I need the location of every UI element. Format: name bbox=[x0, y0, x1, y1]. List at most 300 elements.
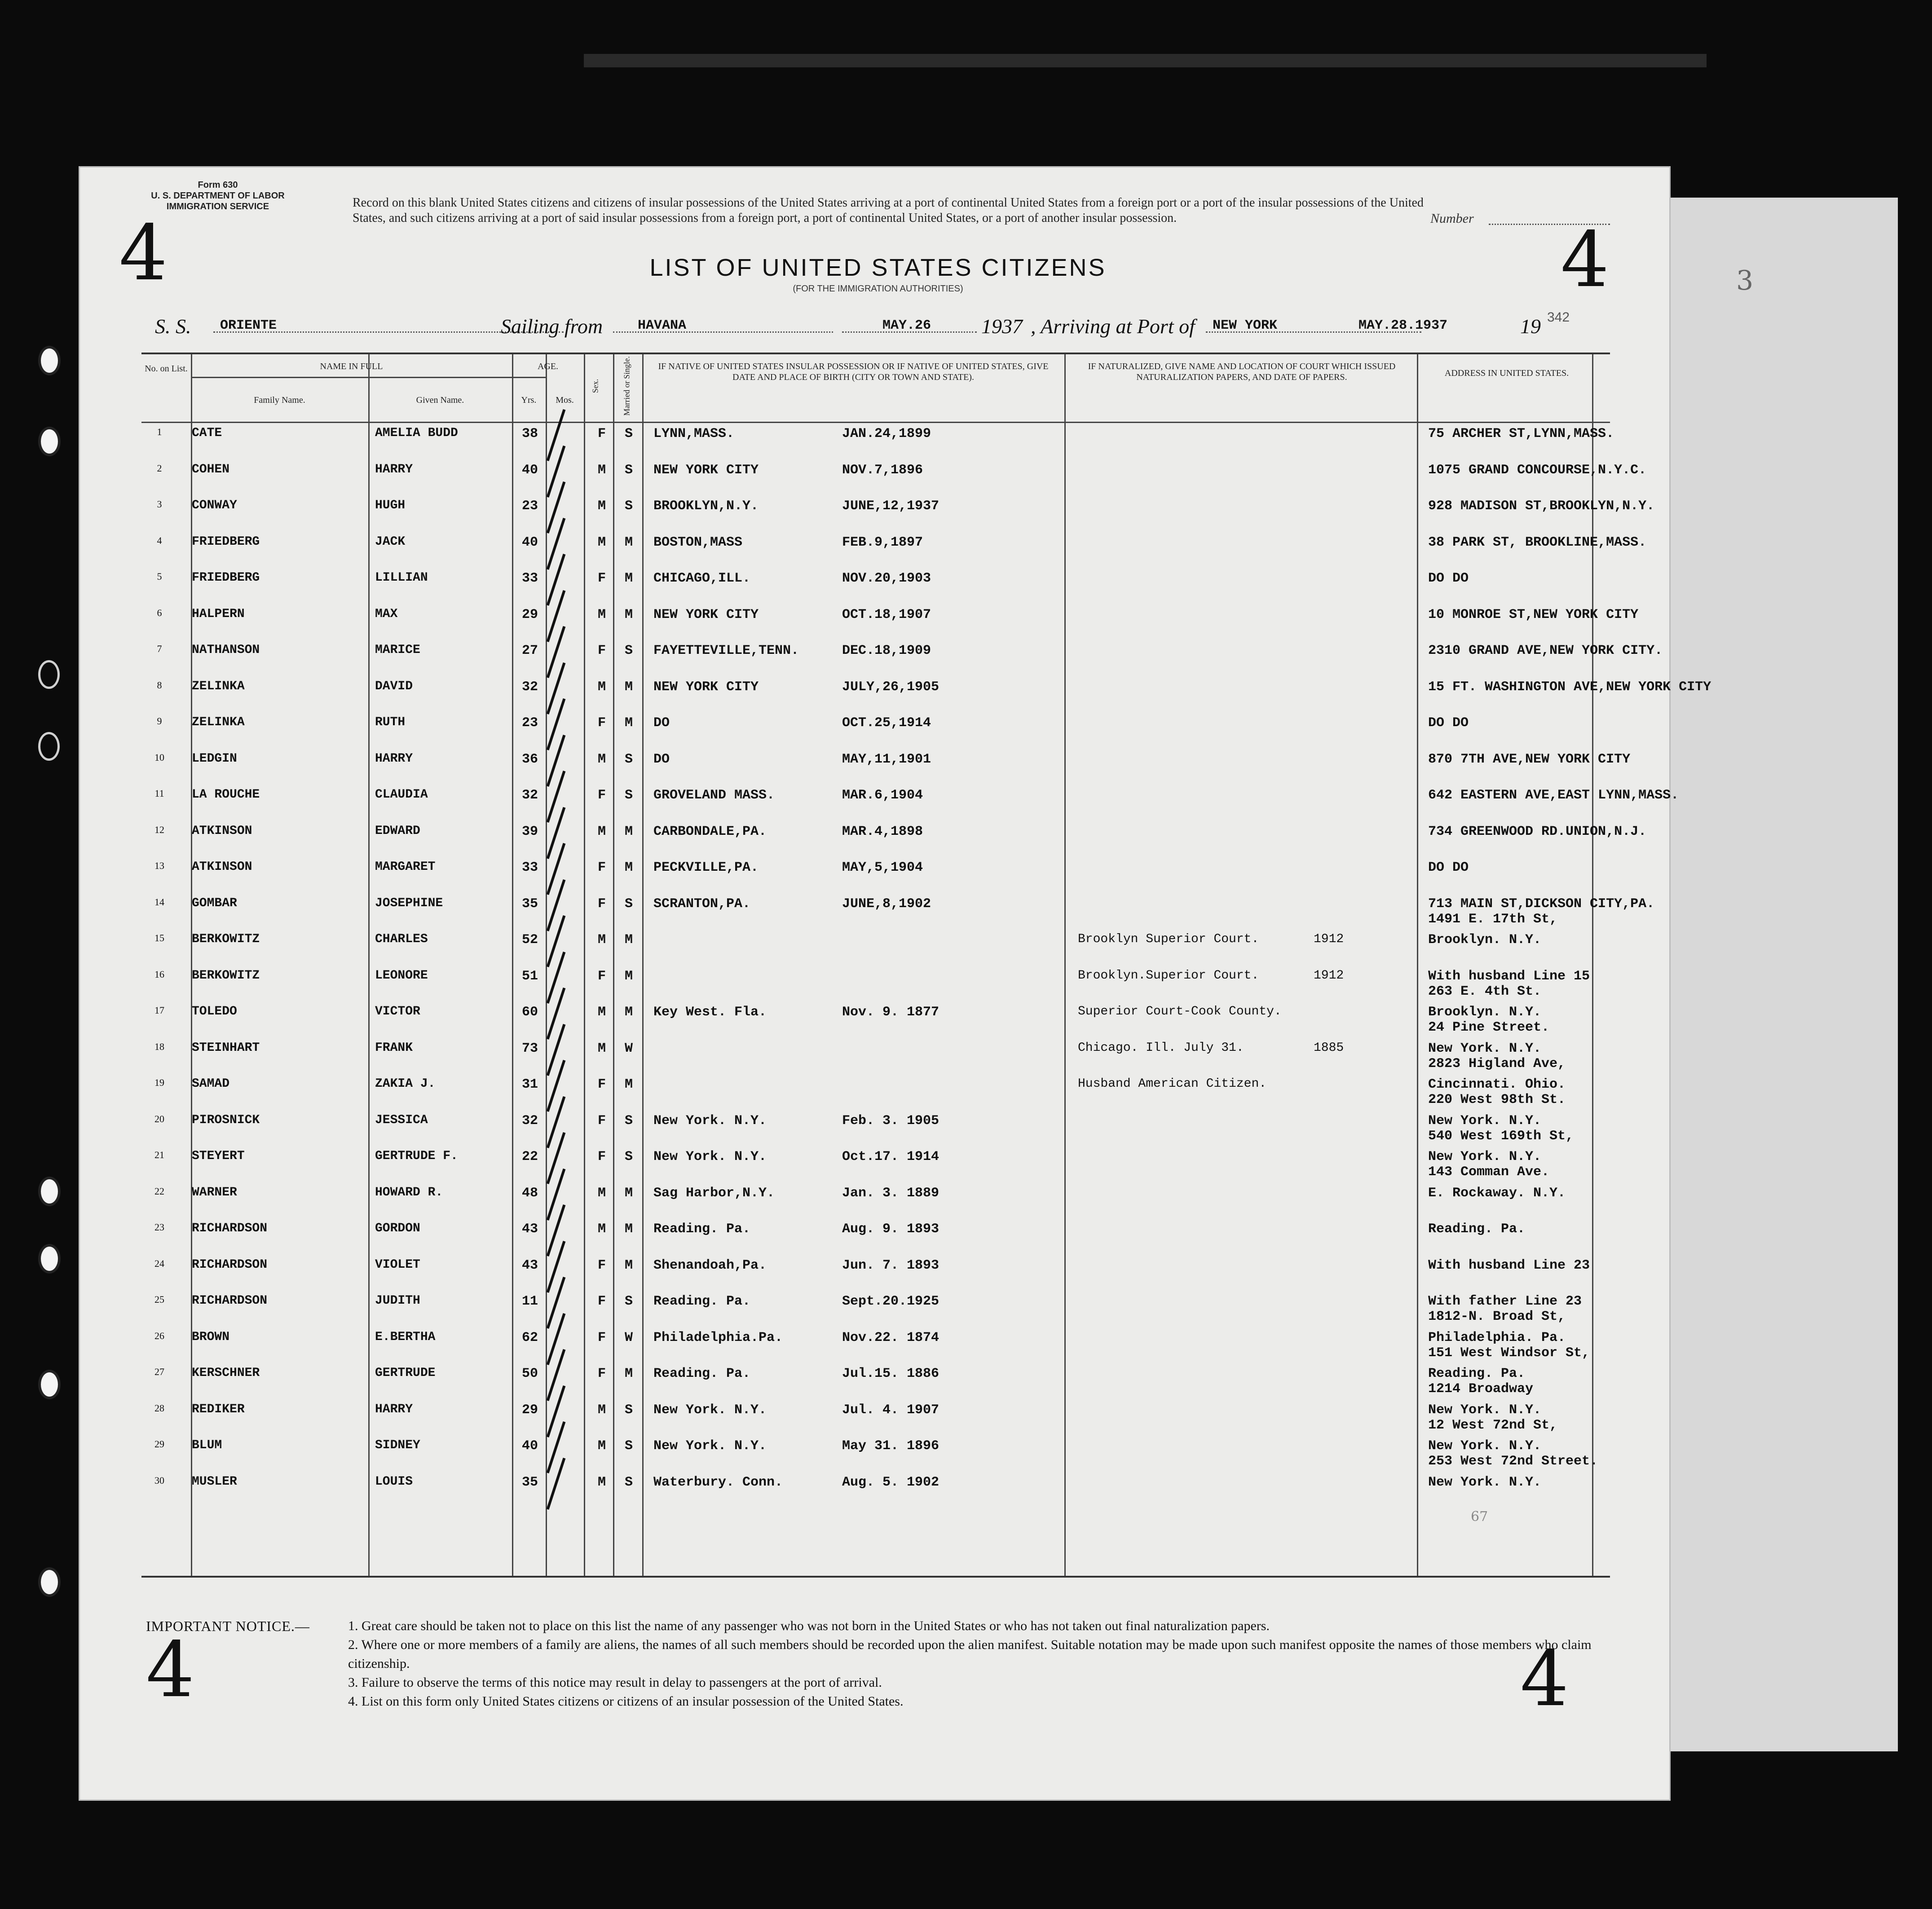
given-name: HARRY bbox=[375, 1402, 413, 1416]
address-line-2: 1491 E. 17th St, bbox=[1428, 911, 1558, 927]
address: With father Line 23 bbox=[1428, 1294, 1582, 1309]
given-name: GORDON bbox=[375, 1221, 420, 1235]
birth-place: Reading. Pa. bbox=[653, 1221, 751, 1237]
family-name: NATHANSON bbox=[192, 643, 260, 657]
manifest-page bbox=[79, 166, 1711, 1801]
birth-date: Jul.15. 1886 bbox=[842, 1366, 940, 1381]
birth-date: FEB.9,1897 bbox=[842, 534, 923, 550]
sailing-label: Sailing from bbox=[501, 315, 603, 338]
department: U. S. DEPARTMENT OF LABOR bbox=[151, 191, 285, 201]
marital-status: S bbox=[624, 426, 633, 441]
naturalization-year: 1912 bbox=[1314, 932, 1344, 946]
form-number: Form 630 bbox=[198, 180, 238, 190]
marital-status: M bbox=[624, 607, 633, 622]
birth-place: FAYETTEVILLE,TENN. bbox=[653, 643, 799, 658]
marital-status: S bbox=[624, 498, 633, 514]
sex: M bbox=[597, 824, 606, 839]
family-name: BERKOWITZ bbox=[192, 968, 260, 983]
address-line-2: 253 West 72nd Street. bbox=[1428, 1454, 1598, 1469]
sex: M bbox=[597, 679, 606, 695]
family-name: COHEN bbox=[192, 462, 230, 476]
birth-date: MAR.6,1904 bbox=[842, 788, 923, 803]
birth-place: Waterbury. Conn. bbox=[653, 1474, 783, 1490]
age: 27 bbox=[521, 643, 538, 658]
age: 23 bbox=[521, 715, 538, 731]
sailing-year: 1937 bbox=[981, 315, 1023, 338]
birth-date: JUNE,12,1937 bbox=[842, 498, 940, 514]
birth-place: Philadelphia.Pa. bbox=[653, 1330, 783, 1345]
row-number: 19 bbox=[154, 1077, 164, 1088]
address-line-2: 151 West Windsor St, bbox=[1428, 1345, 1590, 1361]
row-number: 5 bbox=[157, 571, 162, 582]
sex: F bbox=[597, 1294, 606, 1309]
family-name: ATKINSON bbox=[192, 824, 252, 838]
row-number: 8 bbox=[157, 679, 162, 691]
marital-status: M bbox=[624, 679, 633, 695]
marital-status: S bbox=[624, 1438, 633, 1454]
handwritten-page-mark: 4 bbox=[119, 209, 168, 298]
table-row bbox=[141, 860, 1610, 895]
address: 870 7TH AVE,NEW YORK CITY bbox=[1428, 751, 1631, 767]
address-line-2: 1812-N. Broad St, bbox=[1428, 1309, 1566, 1324]
sex: F bbox=[597, 715, 606, 731]
address: DO DO bbox=[1428, 571, 1469, 586]
row-number: 11 bbox=[154, 788, 164, 799]
address-line-2: 12 West 72nd St, bbox=[1428, 1417, 1558, 1433]
birth-place: NEW YORK CITY bbox=[653, 679, 759, 695]
marital-status: S bbox=[624, 788, 633, 803]
row-number: 2 bbox=[157, 462, 162, 474]
row-number: 23 bbox=[154, 1221, 164, 1233]
row-number: 10 bbox=[154, 751, 164, 763]
sex: M bbox=[597, 1402, 606, 1418]
address: 38 PARK ST, BROOKLINE,MASS. bbox=[1428, 534, 1647, 550]
table-row bbox=[141, 1005, 1610, 1040]
naturalization-year: 1912 bbox=[1314, 968, 1344, 983]
address: New York. N.Y. bbox=[1428, 1149, 1542, 1164]
marital-status: S bbox=[624, 1402, 633, 1418]
naturalization-court: Chicago. Ill. July 31. bbox=[1078, 1040, 1244, 1055]
family-name: STEINHART bbox=[192, 1040, 260, 1055]
address: New York. N.Y. bbox=[1428, 1474, 1542, 1490]
notice-items bbox=[348, 1617, 1614, 1711]
birth-date: Jun. 7. 1893 bbox=[842, 1257, 940, 1273]
sex: M bbox=[597, 751, 606, 767]
age: 40 bbox=[521, 1438, 538, 1454]
sex: F bbox=[597, 860, 606, 875]
birth-date: JAN.24,1899 bbox=[842, 426, 931, 441]
address: Brooklyn. N.Y. bbox=[1428, 932, 1542, 948]
sex: M bbox=[597, 1221, 606, 1237]
row-number: 18 bbox=[154, 1040, 164, 1052]
sex: M bbox=[597, 498, 606, 514]
age: 48 bbox=[521, 1185, 538, 1201]
binder-hole bbox=[38, 732, 60, 761]
marital-status: M bbox=[624, 860, 633, 875]
given-name: MARGARET bbox=[375, 860, 436, 874]
address: Reading. Pa. bbox=[1428, 1221, 1526, 1237]
sex: F bbox=[597, 1366, 606, 1381]
sex: F bbox=[597, 1330, 606, 1345]
sex: M bbox=[597, 607, 606, 622]
marital-status: S bbox=[624, 1294, 633, 1309]
table-row bbox=[141, 896, 1655, 931]
family-name: ZELINKA bbox=[192, 715, 245, 729]
family-name: STEYERT bbox=[192, 1149, 245, 1163]
table-row bbox=[141, 1113, 1610, 1148]
table-row bbox=[141, 1366, 1610, 1401]
age: 32 bbox=[521, 1113, 538, 1129]
address-line-2: 2823 Higland Ave, bbox=[1428, 1056, 1566, 1071]
sailing-date-line bbox=[842, 331, 977, 333]
sex: M bbox=[597, 1438, 606, 1454]
given-name: CLAUDIA bbox=[375, 788, 428, 802]
birth-place: New York. N.Y. bbox=[653, 1438, 767, 1454]
age: 62 bbox=[521, 1330, 538, 1345]
family-name: REDIKER bbox=[192, 1402, 245, 1416]
birth-date: Sept.20.1925 bbox=[842, 1294, 940, 1309]
col-header-married: Married or Single. bbox=[622, 356, 631, 416]
table-row bbox=[141, 679, 1711, 714]
col-header-age: AGE. bbox=[537, 362, 559, 371]
page-subtitle: (FOR THE IMMIGRATION AUTHORITIES) bbox=[793, 284, 963, 294]
naturalization-court: Husband American Citizen. bbox=[1078, 1077, 1267, 1091]
birth-place: GROVELAND MASS. bbox=[653, 788, 775, 803]
family-name: ATKINSON bbox=[192, 860, 252, 874]
given-name: GERTRUDE F. bbox=[375, 1149, 458, 1163]
table-row bbox=[141, 715, 1610, 750]
year-prefix: 19 bbox=[1520, 315, 1541, 338]
notice-label: IMPORTANT NOTICE.— bbox=[146, 1618, 310, 1634]
age: 29 bbox=[521, 607, 538, 622]
address: New York. N.Y. bbox=[1428, 1040, 1542, 1056]
marital-status: M bbox=[624, 1257, 633, 1273]
row-number: 25 bbox=[154, 1294, 164, 1305]
address: With husband Line 15 bbox=[1428, 968, 1590, 984]
address: With husband Line 23 bbox=[1428, 1257, 1590, 1273]
age: 39 bbox=[521, 824, 538, 839]
sex: F bbox=[597, 643, 606, 658]
binder-hole bbox=[38, 427, 61, 456]
form-block bbox=[128, 180, 308, 212]
table-row bbox=[141, 932, 1610, 967]
given-name: GERTRUDE bbox=[375, 1366, 436, 1380]
naturalization-court: Brooklyn.Superior Court. bbox=[1078, 968, 1259, 983]
binder-hole bbox=[38, 1567, 61, 1597]
marital-status: W bbox=[624, 1040, 633, 1056]
age: 31 bbox=[521, 1077, 538, 1092]
address: 642 EASTERN AVE,EAST LYNN,MASS. bbox=[1428, 788, 1679, 803]
given-name: VICTOR bbox=[375, 1005, 420, 1018]
naturalization-court: Superior Court-Cook County. bbox=[1078, 1005, 1282, 1018]
birth-date: DEC.18,1909 bbox=[842, 643, 931, 658]
address-line-2: 1214 Broadway bbox=[1428, 1381, 1534, 1397]
sex: M bbox=[597, 1185, 606, 1201]
handwritten-page-mark: 4 bbox=[1561, 216, 1610, 304]
binder-hole bbox=[38, 660, 60, 689]
table-row bbox=[141, 1041, 1610, 1076]
col-header-naturalized: IF NATURALIZED, GIVE NAME AND LOCATION OF COURT WHICH ISSUED NATURALIZATION PAPERS, AND DATE OF PAPERS. bbox=[1088, 362, 1396, 382]
given-name: VIOLET bbox=[375, 1257, 420, 1272]
binder-hole bbox=[38, 346, 61, 375]
col-header-mos: Mos. bbox=[556, 395, 574, 405]
family-name: GOMBAR bbox=[192, 896, 237, 910]
birth-date: Nov.22. 1874 bbox=[842, 1330, 940, 1345]
given-name: CHARLES bbox=[375, 932, 428, 946]
notice-item: 1. Great care should be taken not to place on this list the name of any passenger who was not born in the United States or who has not taken out final naturalization papers. bbox=[348, 1618, 1270, 1633]
marital-status: S bbox=[624, 462, 633, 478]
birth-date: May 31. 1896 bbox=[842, 1438, 940, 1454]
row-number: 3 bbox=[157, 498, 162, 510]
col-header-birth: IF NATIVE OF UNITED STATES INSULAR POSSESSION OR IF NATIVE OF UNITED STATES, GIVE DATE AND PLACE OF BIRTH (CITY OR TOWN AND STATE). bbox=[658, 362, 1049, 382]
given-name: E.BERTHA bbox=[375, 1330, 436, 1344]
table-row bbox=[141, 1186, 1610, 1221]
marital-status: M bbox=[624, 824, 633, 839]
table-row bbox=[141, 788, 1679, 823]
address: Philadelphia. Pa. bbox=[1428, 1330, 1566, 1345]
family-name: TOLEDO bbox=[192, 1005, 237, 1018]
birth-date: NOV.20,1903 bbox=[842, 571, 931, 586]
birth-place: PECKVILLE,PA. bbox=[653, 860, 759, 875]
birth-place: NEW YORK CITY bbox=[653, 607, 759, 622]
age: 22 bbox=[521, 1149, 538, 1164]
table-row bbox=[141, 1149, 1610, 1184]
sex: F bbox=[597, 571, 606, 586]
family-name: BROWN bbox=[192, 1330, 230, 1344]
address-line-2: 263 E. 4th St. bbox=[1428, 983, 1542, 999]
binder-hole bbox=[38, 1177, 61, 1206]
birth-date: Aug. 5. 1902 bbox=[842, 1474, 940, 1490]
family-name: MUSLER bbox=[192, 1474, 237, 1489]
marital-status: S bbox=[624, 643, 633, 658]
birth-date: Feb. 3. 1905 bbox=[842, 1113, 940, 1129]
sex: M bbox=[597, 1474, 606, 1490]
marital-status: S bbox=[624, 1113, 633, 1129]
birth-date: Jan. 3. 1889 bbox=[842, 1185, 940, 1201]
marital-status: M bbox=[624, 932, 633, 948]
sex: F bbox=[597, 896, 606, 912]
marital-status: S bbox=[624, 1149, 633, 1164]
row-number: 9 bbox=[157, 715, 162, 727]
given-name: JOSEPHINE bbox=[375, 896, 443, 910]
name-subheader-divider bbox=[191, 377, 546, 378]
address: 2310 GRAND AVE,NEW YORK CITY. bbox=[1428, 643, 1663, 658]
footer-page-number: 67 bbox=[1471, 1509, 1488, 1525]
page-number-stamp: 342 bbox=[1547, 310, 1570, 325]
given-name: JESSICA bbox=[375, 1113, 428, 1127]
table-row bbox=[141, 426, 1614, 461]
arriving-label: , Arriving at Port of bbox=[1031, 315, 1195, 338]
address: Cincinnati. Ohio. bbox=[1428, 1077, 1566, 1092]
row-number: 27 bbox=[154, 1366, 164, 1377]
row-number: 21 bbox=[154, 1149, 164, 1160]
age: 33 bbox=[521, 571, 538, 586]
family-name: BLUM bbox=[192, 1438, 222, 1452]
given-name: LILLIAN bbox=[375, 571, 428, 585]
age: 60 bbox=[521, 1005, 538, 1020]
birth-place: Key West. Fla. bbox=[653, 1005, 767, 1020]
age: 23 bbox=[521, 498, 538, 514]
birth-place: CARBONDALE,PA. bbox=[653, 824, 767, 839]
sex: F bbox=[597, 788, 606, 803]
birth-date: JUNE,8,1902 bbox=[842, 896, 931, 912]
given-name: DAVID bbox=[375, 679, 413, 693]
address: 713 MAIN ST,DICKSON CITY,PA. bbox=[1428, 896, 1655, 912]
given-name: ZAKIA J. bbox=[375, 1077, 436, 1091]
table-row bbox=[141, 1402, 1610, 1437]
table-row bbox=[141, 824, 1647, 859]
address: 928 MADISON ST,BROOKLYN,N.Y. bbox=[1428, 498, 1655, 514]
given-name: AMELIA BUDD bbox=[375, 426, 458, 440]
birth-date: Nov. 9. 1877 bbox=[842, 1005, 940, 1020]
row-number: 22 bbox=[154, 1185, 164, 1197]
sex: M bbox=[597, 1040, 606, 1056]
family-name: RICHARDSON bbox=[192, 1257, 268, 1272]
arriving-port: NEW YORK bbox=[1213, 318, 1278, 333]
address: Reading. Pa. bbox=[1428, 1366, 1526, 1381]
row-number: 17 bbox=[154, 1005, 164, 1016]
address: 1075 GRAND CONCOURSE,N.Y.C. bbox=[1428, 462, 1647, 478]
family-name: RICHARDSON bbox=[192, 1221, 268, 1235]
table-row bbox=[141, 1475, 1610, 1510]
birth-place: New York. N.Y. bbox=[653, 1402, 767, 1418]
handwritten-page-mark: 4 bbox=[1520, 1635, 1569, 1724]
row-number: 7 bbox=[157, 643, 162, 654]
header-divider bbox=[141, 422, 1610, 423]
address-line-2: 540 West 169th St, bbox=[1428, 1128, 1574, 1144]
birth-place: Shenandoah,Pa. bbox=[653, 1257, 767, 1273]
table-row bbox=[141, 969, 1610, 1004]
marital-status: S bbox=[624, 896, 633, 912]
marital-status: M bbox=[624, 1221, 633, 1237]
row-number: 1 bbox=[157, 426, 162, 437]
family-name: KERSCHNER bbox=[192, 1366, 260, 1380]
family-name: RICHARDSON bbox=[192, 1294, 268, 1308]
address: New York. N.Y. bbox=[1428, 1113, 1542, 1129]
marital-status: M bbox=[624, 1005, 633, 1020]
age: 52 bbox=[521, 932, 538, 948]
table-row bbox=[141, 462, 1647, 498]
sailing-port: HAVANA bbox=[638, 318, 687, 333]
marital-status: M bbox=[624, 571, 633, 586]
sex: M bbox=[597, 932, 606, 948]
row-number: 14 bbox=[154, 896, 164, 908]
given-name: HARRY bbox=[375, 751, 413, 766]
address: Brooklyn. N.Y. bbox=[1428, 1005, 1542, 1020]
age: 33 bbox=[521, 860, 538, 875]
row-number: 6 bbox=[157, 607, 162, 618]
birth-place: Sag Harbor,N.Y. bbox=[653, 1185, 775, 1201]
col-header-yrs: Yrs. bbox=[521, 395, 537, 405]
birth-place: New York. N.Y. bbox=[653, 1113, 767, 1129]
age: 35 bbox=[521, 1474, 538, 1490]
sailing-date: MAY.26 bbox=[882, 318, 931, 333]
table-row bbox=[141, 498, 1655, 533]
row-number: 28 bbox=[154, 1402, 164, 1414]
ship-name: ORIENTE bbox=[220, 318, 277, 333]
sex: M bbox=[597, 462, 606, 478]
address-line-2: 24 Pine Street. bbox=[1428, 1020, 1550, 1035]
birth-date: MAR.4,1898 bbox=[842, 824, 923, 839]
birth-place: BOSTON,MASS bbox=[653, 534, 743, 550]
address: New York. N.Y. bbox=[1428, 1438, 1542, 1454]
col-header-sex: Sex. bbox=[591, 379, 600, 393]
address-line-2: 220 West 98th St. bbox=[1428, 1092, 1566, 1107]
address: 10 MONROE ST,NEW YORK CITY bbox=[1428, 607, 1639, 622]
address: 15 FT. WASHINGTON AVE,NEW YORK CITY bbox=[1428, 679, 1711, 695]
sex: M bbox=[597, 1005, 606, 1020]
marital-status: M bbox=[624, 968, 633, 984]
ship-label: S. S. bbox=[155, 315, 191, 338]
naturalization-court: Brooklyn Superior Court. bbox=[1078, 932, 1259, 946]
marital-status: M bbox=[624, 1077, 633, 1092]
sex: F bbox=[597, 1077, 606, 1092]
sex: F bbox=[597, 1149, 606, 1164]
family-name: PIROSNICK bbox=[192, 1113, 260, 1127]
row-number: 4 bbox=[157, 534, 162, 546]
table-row bbox=[141, 1294, 1610, 1329]
given-name: JUDITH bbox=[375, 1294, 420, 1308]
table-row bbox=[141, 1221, 1610, 1257]
given-name: RUTH bbox=[375, 715, 406, 729]
binder-hole bbox=[38, 1244, 61, 1274]
table-row bbox=[141, 1438, 1610, 1473]
birth-date: OCT.25,1914 bbox=[842, 715, 931, 731]
birth-date: Jul. 4. 1907 bbox=[842, 1402, 940, 1418]
sex: F bbox=[597, 968, 606, 984]
age: 51 bbox=[521, 968, 538, 984]
marital-status: S bbox=[624, 1474, 633, 1490]
arriving-date: MAY.28.1937 bbox=[1359, 318, 1448, 333]
sex: F bbox=[597, 426, 606, 441]
age: 36 bbox=[521, 751, 538, 767]
given-name: LOUIS bbox=[375, 1474, 413, 1489]
age: 38 bbox=[521, 426, 538, 441]
preamble-text: Record on this blank United States citizens and citizens of insular possessions of the United States arriving at a port of continental United States from a foreign port or a port of the insular possessions of the United States, and such citizens arriving at a port of said insular possessions from a foreign port, a port of continental United States, or a port of another insular possession. bbox=[353, 196, 1424, 225]
row-number: 26 bbox=[154, 1330, 164, 1341]
birth-place: Reading. Pa. bbox=[653, 1294, 751, 1309]
given-name: FRANK bbox=[375, 1040, 413, 1055]
birth-place: NEW YORK CITY bbox=[653, 462, 759, 478]
naturalization-year: 1885 bbox=[1314, 1040, 1344, 1055]
back-page-mark: 3 bbox=[1736, 265, 1754, 296]
family-name: ZELINKA bbox=[192, 679, 245, 693]
age: 11 bbox=[521, 1294, 538, 1309]
page-title: LIST OF UNITED STATES CITIZENS bbox=[649, 254, 1107, 281]
table-row bbox=[141, 571, 1610, 606]
address: 75 ARCHER ST,LYNN,MASS. bbox=[1428, 426, 1614, 441]
notice-item: 4. List on this form only United States citizens or citizens of an insular possession of the United States. bbox=[348, 1694, 904, 1709]
col-header-family: Family Name. bbox=[254, 395, 305, 405]
birth-date: JULY,26,1905 bbox=[842, 679, 940, 695]
address: E. Rockaway. N.Y. bbox=[1428, 1185, 1566, 1201]
family-name: HALPERN bbox=[192, 607, 245, 621]
notice-item: 3. Failure to observe the terms of this notice may result in delay to passengers at the port of arrival. bbox=[348, 1675, 882, 1690]
family-name: SAMAD bbox=[192, 1077, 230, 1091]
address: 734 GREENWOOD RD.UNION,N.J. bbox=[1428, 824, 1647, 839]
age: 40 bbox=[521, 534, 538, 550]
marital-status: M bbox=[624, 1185, 633, 1201]
col-header-name: NAME IN FULL bbox=[320, 362, 383, 371]
binder-hole bbox=[38, 1370, 61, 1399]
row-number: 29 bbox=[154, 1438, 164, 1450]
birth-date: Oct.17. 1914 bbox=[842, 1149, 940, 1164]
age: 29 bbox=[521, 1402, 538, 1418]
address: DO DO bbox=[1428, 860, 1469, 875]
given-name: HUGH bbox=[375, 498, 406, 512]
family-name: LA ROUCHE bbox=[192, 788, 260, 802]
marital-status: M bbox=[624, 534, 633, 550]
